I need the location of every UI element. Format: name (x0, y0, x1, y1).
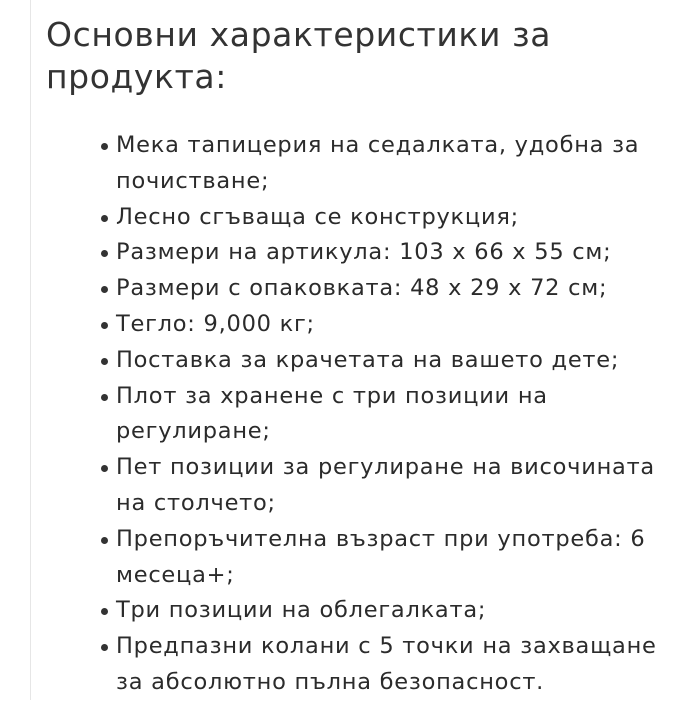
feature-text: Размери на артикула: 103 х 66 х 55 см; (116, 239, 612, 266)
section-title: Основни характеристики за продукта: (46, 15, 552, 96)
bullet-icon (101, 465, 108, 472)
bullet-icon (101, 537, 108, 544)
bullet-icon (101, 394, 108, 401)
feature-item-foldable (46, 200, 682, 236)
feature-item-item-dimensions (46, 235, 682, 271)
product-features-section (46, 14, 682, 701)
feature-text: Мека тапицерия на седалката, удобна за почистване; (116, 132, 640, 194)
feature-text: Поставка за крачетата на вашето дете; (116, 346, 620, 373)
feature-list (46, 128, 682, 701)
feature-text: Размери с опаковката: 48 х 29 х 72 см; (116, 275, 608, 302)
feature-text: Предпазни колани с 5 точки на захващане за абсолютно пълна безопасност. (116, 633, 657, 695)
bullet-icon (101, 644, 108, 651)
feature-text: Лесно сгъваща се конструкция; (116, 203, 519, 230)
feature-text: Препоръчителна възраст при употреба: 6 месеца+; (116, 525, 646, 588)
content-left-border (30, 0, 31, 700)
feature-item-backrest-positions (46, 593, 682, 629)
feature-item-seat-upholstery (46, 128, 682, 200)
feature-text: Пет позиции за регулиране на височината на столчето; (116, 454, 655, 516)
bullet-icon (101, 250, 108, 257)
feature-item-height-positions (46, 450, 682, 522)
feature-item-feeding-tray (46, 379, 682, 451)
feature-item-weight (46, 307, 682, 343)
bullet-icon (101, 143, 108, 150)
feature-item-footrest (46, 343, 682, 379)
feature-item-package-dimensions (46, 271, 682, 307)
feature-item-safety-harness (46, 629, 682, 701)
feature-text: Три позиции на облегалката; (116, 597, 487, 624)
bullet-icon (101, 322, 108, 329)
bullet-icon (101, 215, 108, 222)
feature-item-recommended-age (46, 522, 682, 594)
bullet-icon (101, 608, 108, 615)
feature-text: Плот за хранене с три позиции на регулиране; (116, 382, 548, 445)
feature-text: Тегло: 9,000 кг; (116, 310, 315, 337)
bullet-icon (101, 286, 108, 293)
bullet-icon (101, 358, 108, 365)
